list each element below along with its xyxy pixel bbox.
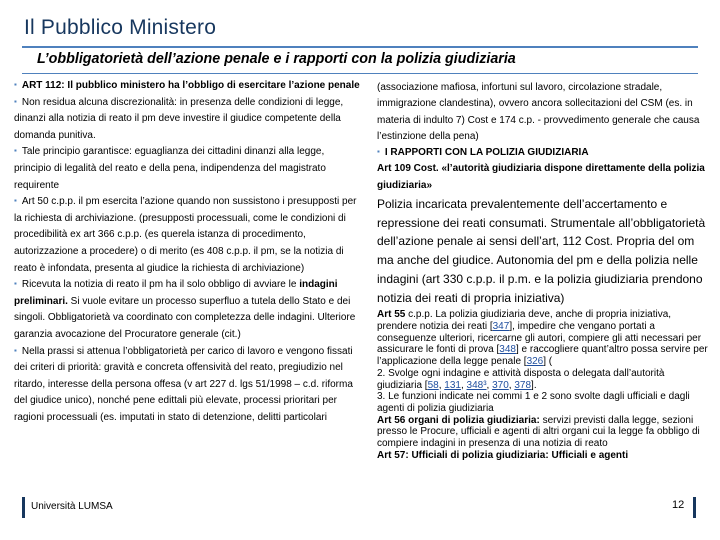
art55-text-a: c.p.p. La polizia giudiziaria deve, anche di propria iniziativa, prendere notizia dei reati [ bbox=[377, 309, 672, 332]
ref-separator: , bbox=[508, 379, 515, 391]
art55-comma3-text: 3. Le funzioni indicate nei commi 1 e 2 sono svolte dagli ufficiali e dagli agenti di polizia giudiziaria bbox=[377, 391, 690, 414]
square-bullet-icon: ▪ bbox=[14, 146, 17, 156]
page-number: 12 bbox=[672, 499, 685, 511]
art55-text-b: ], impedire che vengano portati a conseguenze ulteriori, ricercarne gli autori, compiere gli atti necessari per assicurare le fonti di prova [ bbox=[377, 321, 702, 356]
ref-link-348[interactable]: 348 bbox=[499, 344, 516, 356]
left-paragraph-5-bold: indagini preliminari. bbox=[14, 279, 338, 307]
left-paragraph-5-text-a: Ricevuta la notizia di reato il pm ha il solo obbligo di avviare le bbox=[21, 279, 300, 291]
square-bullet-icon: ▪ bbox=[14, 345, 17, 355]
art55-comma2-end: ]. bbox=[531, 379, 537, 391]
ref-separator: , bbox=[438, 379, 445, 391]
art55-text-d: ] ( bbox=[543, 356, 553, 368]
ref-link-370[interactable]: 370 bbox=[492, 379, 509, 391]
ref-link-58[interactable]: 58 bbox=[427, 379, 439, 391]
art57-label: Art 57: Ufficiali di polizia giudiziaria: Ufficiali e agenti bbox=[377, 449, 629, 461]
ref-link-348-3[interactable]: 348³ bbox=[466, 379, 487, 391]
left-paragraph-5-text-b: Si vuole evitare un processo superfluo a tutela dello Stato e dei singoli. Obbligatorietà va coordinato con completezza delle indagini. Ulteriore garanzia avocazione del Procuratore generale (cit.) bbox=[14, 295, 356, 340]
art109-paragraph bbox=[377, 161, 712, 194]
rapporti-heading: I RAPPORTI CON LA POLIZIA GIUDIZIARIA bbox=[384, 147, 589, 159]
subtitle-divider bbox=[22, 73, 698, 74]
square-bullet-icon: ▪ bbox=[14, 196, 17, 206]
left-paragraph-6-text: Nella prassi si attenua l’obbligatorietà per carico di lavoro e vengono fissati dei criteri di priorità: gravità e concreta offensività del reato, pregiudizio nel ritardo, interesse della persona offesa (v art 227 d. lgs 51/1998 – c.d. riforma del giudice unico), nonché pene edittali più elevate, processi prioritari per ragioni processuali (es. imputati in stato di detenzione, delitti particolari bbox=[14, 345, 353, 423]
right-column bbox=[377, 80, 712, 461]
left-column bbox=[14, 78, 364, 426]
ref-separator: , bbox=[460, 379, 467, 391]
ref-link-378[interactable]: 378 bbox=[514, 379, 532, 391]
slide-subtitle: L’obbligatorietà dell’azione penale e i rapporti con la polizia giudiziaria bbox=[37, 51, 516, 67]
art56-text: servizi previsti dalla legge, sezioni presso le Procure, ufficiali e agenti di altri organi cui la legge fa obbligo di compiere indagini in presenza di una notizia di reato bbox=[377, 414, 700, 450]
left-paragraph-4 bbox=[14, 194, 364, 277]
footer-right-bar bbox=[693, 497, 696, 518]
square-bullet-icon: ▪ bbox=[377, 147, 380, 157]
square-bullet-icon: ▪ bbox=[14, 80, 17, 89]
left-paragraph-2-text: Non residua alcuna discrezionalità: in presenza delle condizioni di legge, dinanzi alla notizia di reato il pm deve investire il giudice competente della domanda punitiva. bbox=[14, 96, 344, 141]
art55-paragraph bbox=[377, 309, 712, 461]
ref-link-326[interactable]: 326 bbox=[526, 356, 544, 368]
art112-heading: ART 112: Il pubblico ministero ha l’obbligo di esercitare l’azione penale bbox=[21, 80, 360, 91]
ref-link-347[interactable]: 347 bbox=[492, 321, 510, 332]
square-bullet-icon: ▪ bbox=[14, 96, 17, 106]
slide-title: Il Pubblico Ministero bbox=[24, 16, 217, 39]
left-paragraph-1 bbox=[14, 78, 364, 95]
polizia-paragraph: Polizia incaricata prevalentemente dell’accertamento e repressione dei reati consumati. Strumentale all’obbligatorietà dell’azione penale ai sensi dell’art, 112 Cost. Propria del om ma anche del giudice. Autonomia del pm e della polizia nelle indagini (art 330 c.p.p. il p.m. e la polizia giudiziaria prendono notizia dei reati di propria iniziativa) bbox=[377, 197, 706, 305]
footer-university: Università LUMSA bbox=[31, 501, 113, 512]
art55-comma2-text: 2. Svolge ogni indagine e attività disposta o delegata dall’autorità giudiziaria [ bbox=[377, 367, 665, 391]
ref-link-131[interactable]: 131 bbox=[444, 379, 461, 391]
left-paragraph-3 bbox=[14, 144, 364, 194]
title-divider bbox=[22, 46, 698, 48]
left-paragraph-3-text: Tale principio garantisce: eguaglianza dei cittadini dinanzi alla legge, principio di legalità del reato e della pena, indipendenza del magistrato requirente bbox=[14, 146, 326, 191]
square-bullet-icon: ▪ bbox=[14, 279, 17, 289]
art55-label: Art 55 bbox=[377, 309, 406, 321]
left-paragraph-5 bbox=[14, 277, 364, 343]
left-paragraph-4-text: Art 50 c.p.p. il pm esercita l’azione quando non sussistono i presupposti per la richiesta di archiviazione. (presupposti processuali, come le condizioni di procedibilità ex art 366 c.p.p. (es querela istanza di procedimento, autorizzazione a procedere) o di merito (es 408 c.p.p. il pm, se la notizia di reato è infondata, presenta al giudice la richiesta di archiviazione) bbox=[14, 196, 357, 274]
right-paragraph-1: (associazione mafiosa, infortuni sul lavoro, circolazione stradale, immigrazione clandestina), ovvero ancora sollecitazioni del CSM (es. in materia di indulto 7) Cost e 174 c.p. - provvedimento generale che causa l’estinzione della pena) bbox=[377, 82, 700, 142]
footer-left-bar bbox=[22, 497, 25, 518]
art109-text: Art 109 Cost. «l’autorità giudiziaria dispone direttamente della polizia giudiziaria» bbox=[377, 163, 705, 191]
right-heading-paragraph bbox=[377, 145, 712, 161]
art56-label: Art 56 organi di polizia giudiziaria: bbox=[377, 414, 540, 426]
left-paragraph-6 bbox=[14, 344, 364, 427]
ref-separator: , bbox=[486, 379, 493, 391]
left-paragraph-2 bbox=[14, 95, 364, 145]
art55-text-c: ] e raccogliere quant’altro possa servire per l’applicazione della legge penale [ bbox=[377, 344, 708, 368]
